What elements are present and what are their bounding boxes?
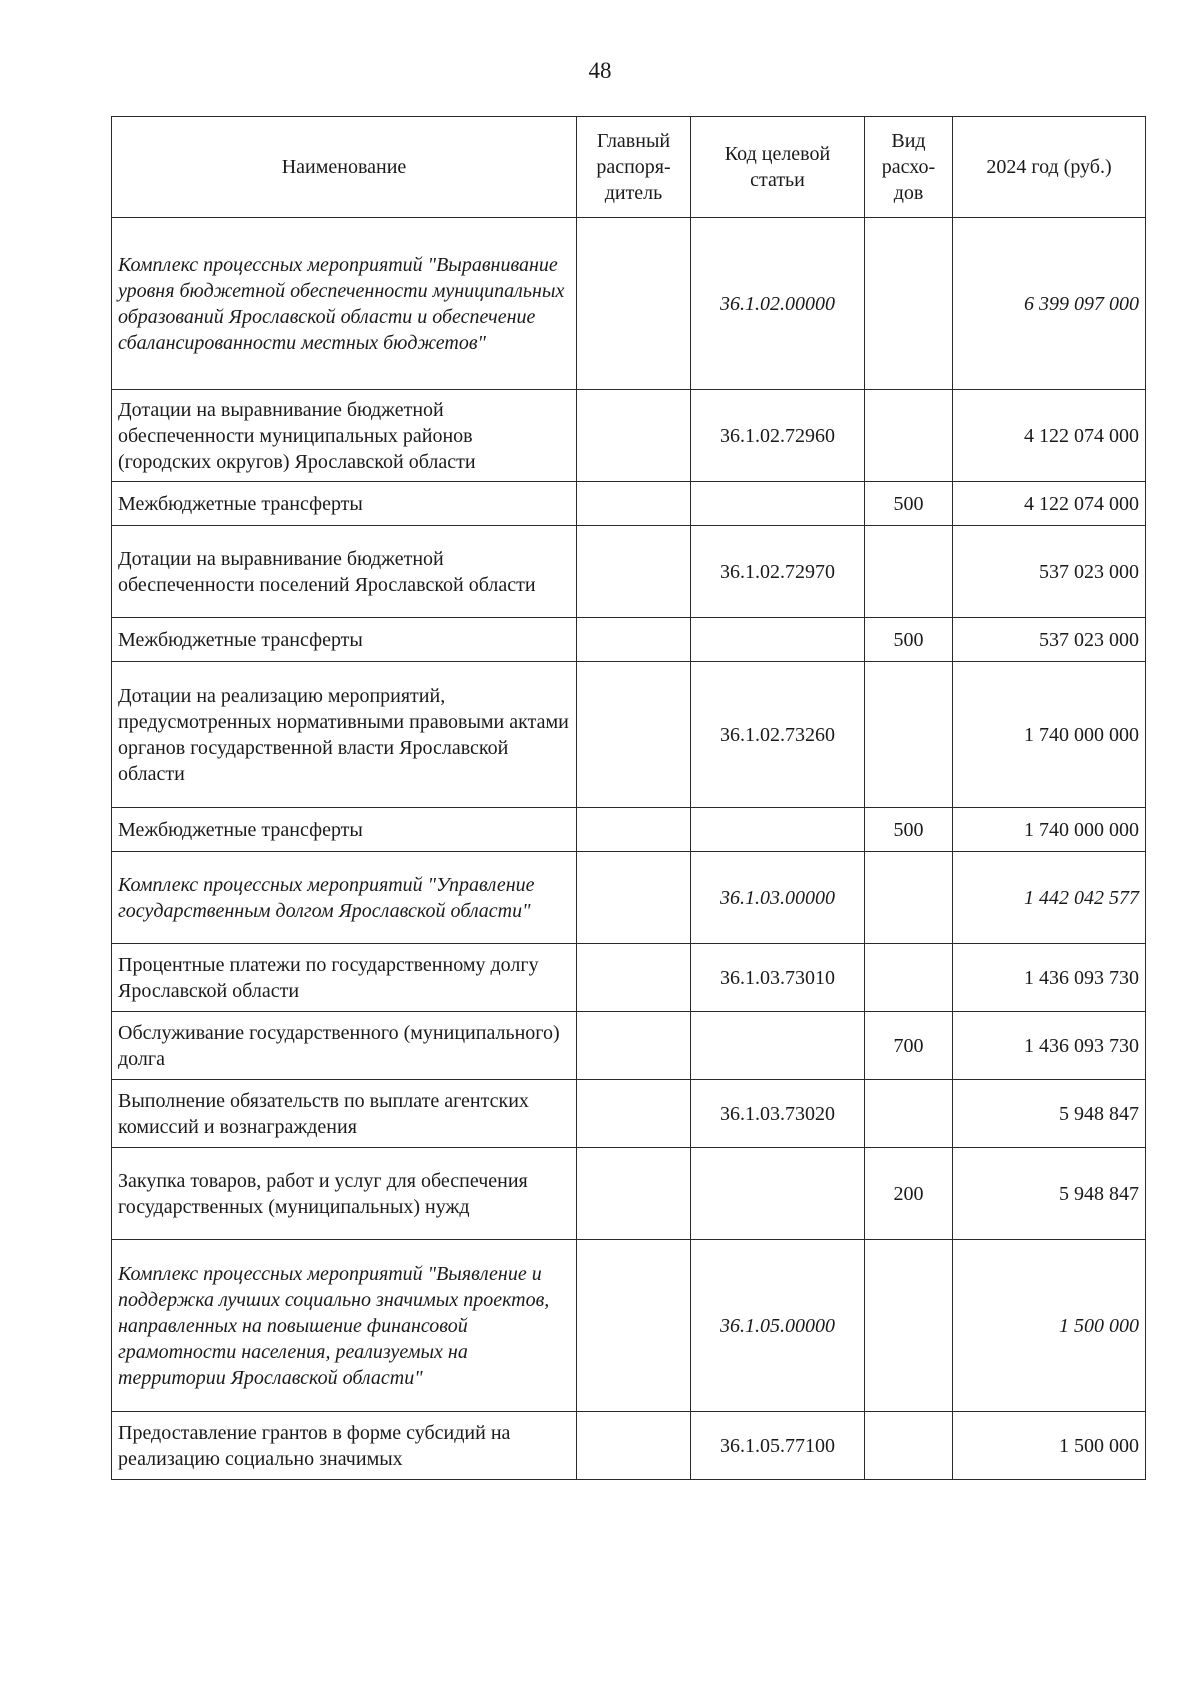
table-row: [112, 1240, 1146, 1412]
cell-type: 500: [865, 808, 953, 852]
cell-code: 36.1.05.00000: [691, 1240, 865, 1412]
column-header-type: Вид расхо-дов: [865, 117, 953, 218]
cell-name: Комплекс процессных мероприятий "Управление государственным долгом Ярославской области": [112, 852, 577, 944]
cell-code: [691, 482, 865, 526]
table-row: [112, 662, 1146, 808]
cell-amount: 1 500 000: [953, 1240, 1146, 1412]
cell-name: Закупка товаров, работ и услуг для обеспечения государственных (муниципальных) нужд: [112, 1148, 577, 1240]
cell-admin: [577, 482, 691, 526]
column-header-admin: Главный распоря-дитель: [577, 117, 691, 218]
table-row: [112, 218, 1146, 390]
cell-admin: [577, 808, 691, 852]
cell-admin: [577, 852, 691, 944]
cell-code: 36.1.02.72970: [691, 526, 865, 618]
cell-amount: 1 740 000 000: [953, 662, 1146, 808]
cell-amount: 4 122 074 000: [953, 390, 1146, 482]
cell-amount: 1 500 000: [953, 1412, 1146, 1480]
cell-code: 36.1.02.00000: [691, 218, 865, 390]
cell-amount: 4 122 074 000: [953, 482, 1146, 526]
cell-admin: [577, 1240, 691, 1412]
cell-code: [691, 1148, 865, 1240]
table-row: [112, 1412, 1146, 1480]
cell-type: [865, 1240, 953, 1412]
cell-type: [865, 662, 953, 808]
cell-admin: [577, 390, 691, 482]
table-row: [112, 852, 1146, 944]
table-row: [112, 526, 1146, 618]
cell-amount: 537 023 000: [953, 618, 1146, 662]
cell-type: [865, 1412, 953, 1480]
cell-name: Комплекс процессных мероприятий "Выравнивание уровня бюджетной обеспеченности муниципальных образований Ярославской области и обеспечение сбалансированности местных бюджетов": [112, 218, 577, 390]
cell-type: 200: [865, 1148, 953, 1240]
table-row: [112, 1148, 1146, 1240]
table-row: [112, 1012, 1146, 1080]
cell-name: Обслуживание государственного (муниципального) долга: [112, 1012, 577, 1080]
table-row: [112, 1080, 1146, 1148]
cell-type: [865, 526, 953, 618]
table-header-row: [112, 117, 1146, 218]
cell-type: [865, 390, 953, 482]
cell-admin: [577, 526, 691, 618]
cell-code: 36.1.03.73010: [691, 944, 865, 1012]
cell-admin: [577, 662, 691, 808]
cell-type: 500: [865, 482, 953, 526]
cell-name: Комплекс процессных мероприятий "Выявление и поддержка лучших социально значимых проектов, направленных на повышение финансовой грамотности населения, реализуемых на территории Ярославской области": [112, 1240, 577, 1412]
cell-admin: [577, 618, 691, 662]
cell-name: Межбюджетные трансферты: [112, 618, 577, 662]
cell-type: [865, 944, 953, 1012]
page-number: 48: [588, 58, 612, 83]
cell-amount: 5 948 847: [953, 1148, 1146, 1240]
cell-name: Дотации на выравнивание бюджетной обеспеченности муниципальных районов (городских округов) Ярославской области: [112, 390, 577, 482]
cell-name: Предоставление грантов в форме субсидий на реализацию социально значимых: [112, 1412, 577, 1480]
cell-admin: [577, 1012, 691, 1080]
table-row: [112, 808, 1146, 852]
cell-type: 500: [865, 618, 953, 662]
cell-name: Межбюджетные трансферты: [112, 808, 577, 852]
cell-code: 36.1.03.73020: [691, 1080, 865, 1148]
cell-name: Процентные платежи по государственному долгу Ярославской области: [112, 944, 577, 1012]
cell-amount: 1 740 000 000: [953, 808, 1146, 852]
cell-name: Дотации на реализацию мероприятий, предусмотренных нормативными правовыми актами органов государственной власти Ярославской области: [112, 662, 577, 808]
table-row: [112, 390, 1146, 482]
budget-table: [111, 116, 1146, 1480]
column-header-amount: 2024 год (руб.): [953, 117, 1146, 218]
table-row: [112, 482, 1146, 526]
cell-admin: [577, 218, 691, 390]
cell-amount: 537 023 000: [953, 526, 1146, 618]
cell-name: Выполнение обязательств по выплате агентских комиссий и вознаграждения: [112, 1080, 577, 1148]
cell-code: 36.1.02.73260: [691, 662, 865, 808]
column-header-name: Наименование: [112, 117, 577, 218]
cell-code: [691, 1012, 865, 1080]
cell-admin: [577, 944, 691, 1012]
cell-admin: [577, 1148, 691, 1240]
cell-name: Межбюджетные трансферты: [112, 482, 577, 526]
cell-code: 36.1.02.72960: [691, 390, 865, 482]
cell-code: [691, 808, 865, 852]
cell-code: [691, 618, 865, 662]
table-body: [112, 218, 1146, 1480]
cell-admin: [577, 1412, 691, 1480]
cell-name: Дотации на выравнивание бюджетной обеспеченности поселений Ярославской области: [112, 526, 577, 618]
cell-amount: 1 436 093 730: [953, 944, 1146, 1012]
cell-code: 36.1.03.00000: [691, 852, 865, 944]
cell-amount: 1 436 093 730: [953, 1012, 1146, 1080]
cell-admin: [577, 1080, 691, 1148]
cell-code: 36.1.05.77100: [691, 1412, 865, 1480]
table-row: [112, 944, 1146, 1012]
column-header-code: Код целевой статьи: [691, 117, 865, 218]
cell-amount: 1 442 042 577: [953, 852, 1146, 944]
cell-type: [865, 1080, 953, 1148]
cell-type: [865, 218, 953, 390]
cell-amount: 6 399 097 000: [953, 218, 1146, 390]
cell-type: 700: [865, 1012, 953, 1080]
cell-amount: 5 948 847: [953, 1080, 1146, 1148]
cell-type: [865, 852, 953, 944]
table-row: [112, 618, 1146, 662]
